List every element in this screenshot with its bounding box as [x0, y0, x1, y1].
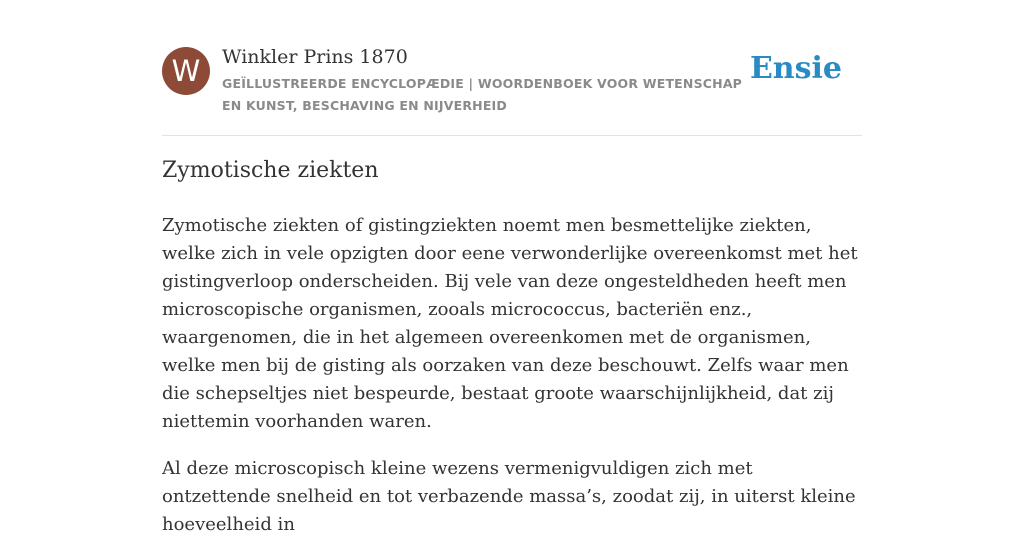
article-title: Zymotische ziekten — [162, 158, 379, 183]
article-paragraph: Al deze microscopisch kleine wezens vermenigvuldigen zich met ontzettende snelheid en tot verbazende massa’s, zoodat zij, in uiterst kleine hoeveelheid in — [162, 458, 856, 535]
ensie-logo[interactable]: Ensie — [749, 51, 842, 86]
source-avatar[interactable]: W — [162, 47, 210, 95]
source-title[interactable]: Winkler Prins 1870 — [222, 46, 408, 68]
article-paragraph: Zymotische ziekten of gistingziekten noemt men besmettelijke ziekten, welke zich in vele opzigten door eene verwonderlijke overeenkomst met het gistingverloop onderscheiden. Bij vele van deze ongesteldheden heeft men microscopische organismen, zooals micrococcus, bacteriën enz., waargenomen, die in het algemeen overeenkomen met de organismen, welke men bij de gisting als oorzaken van deze beschouwt. Zelfs waar men die schepseltjes niet bespeurde, bestaat groote waarschijnlijkheid, dat zij niettemin voorhanden waren. — [162, 215, 858, 432]
source-header — [162, 44, 862, 136]
header-divider — [162, 135, 862, 136]
article-body — [162, 212, 862, 558]
source-subtitle: GEÏLLUSTREERDE ENCYCLOPÆDIE | WOORDENBOEK VOOR WETENSCHAP EN KUNST, BESCHAVING EN NIJVERHEID — [222, 76, 743, 113]
